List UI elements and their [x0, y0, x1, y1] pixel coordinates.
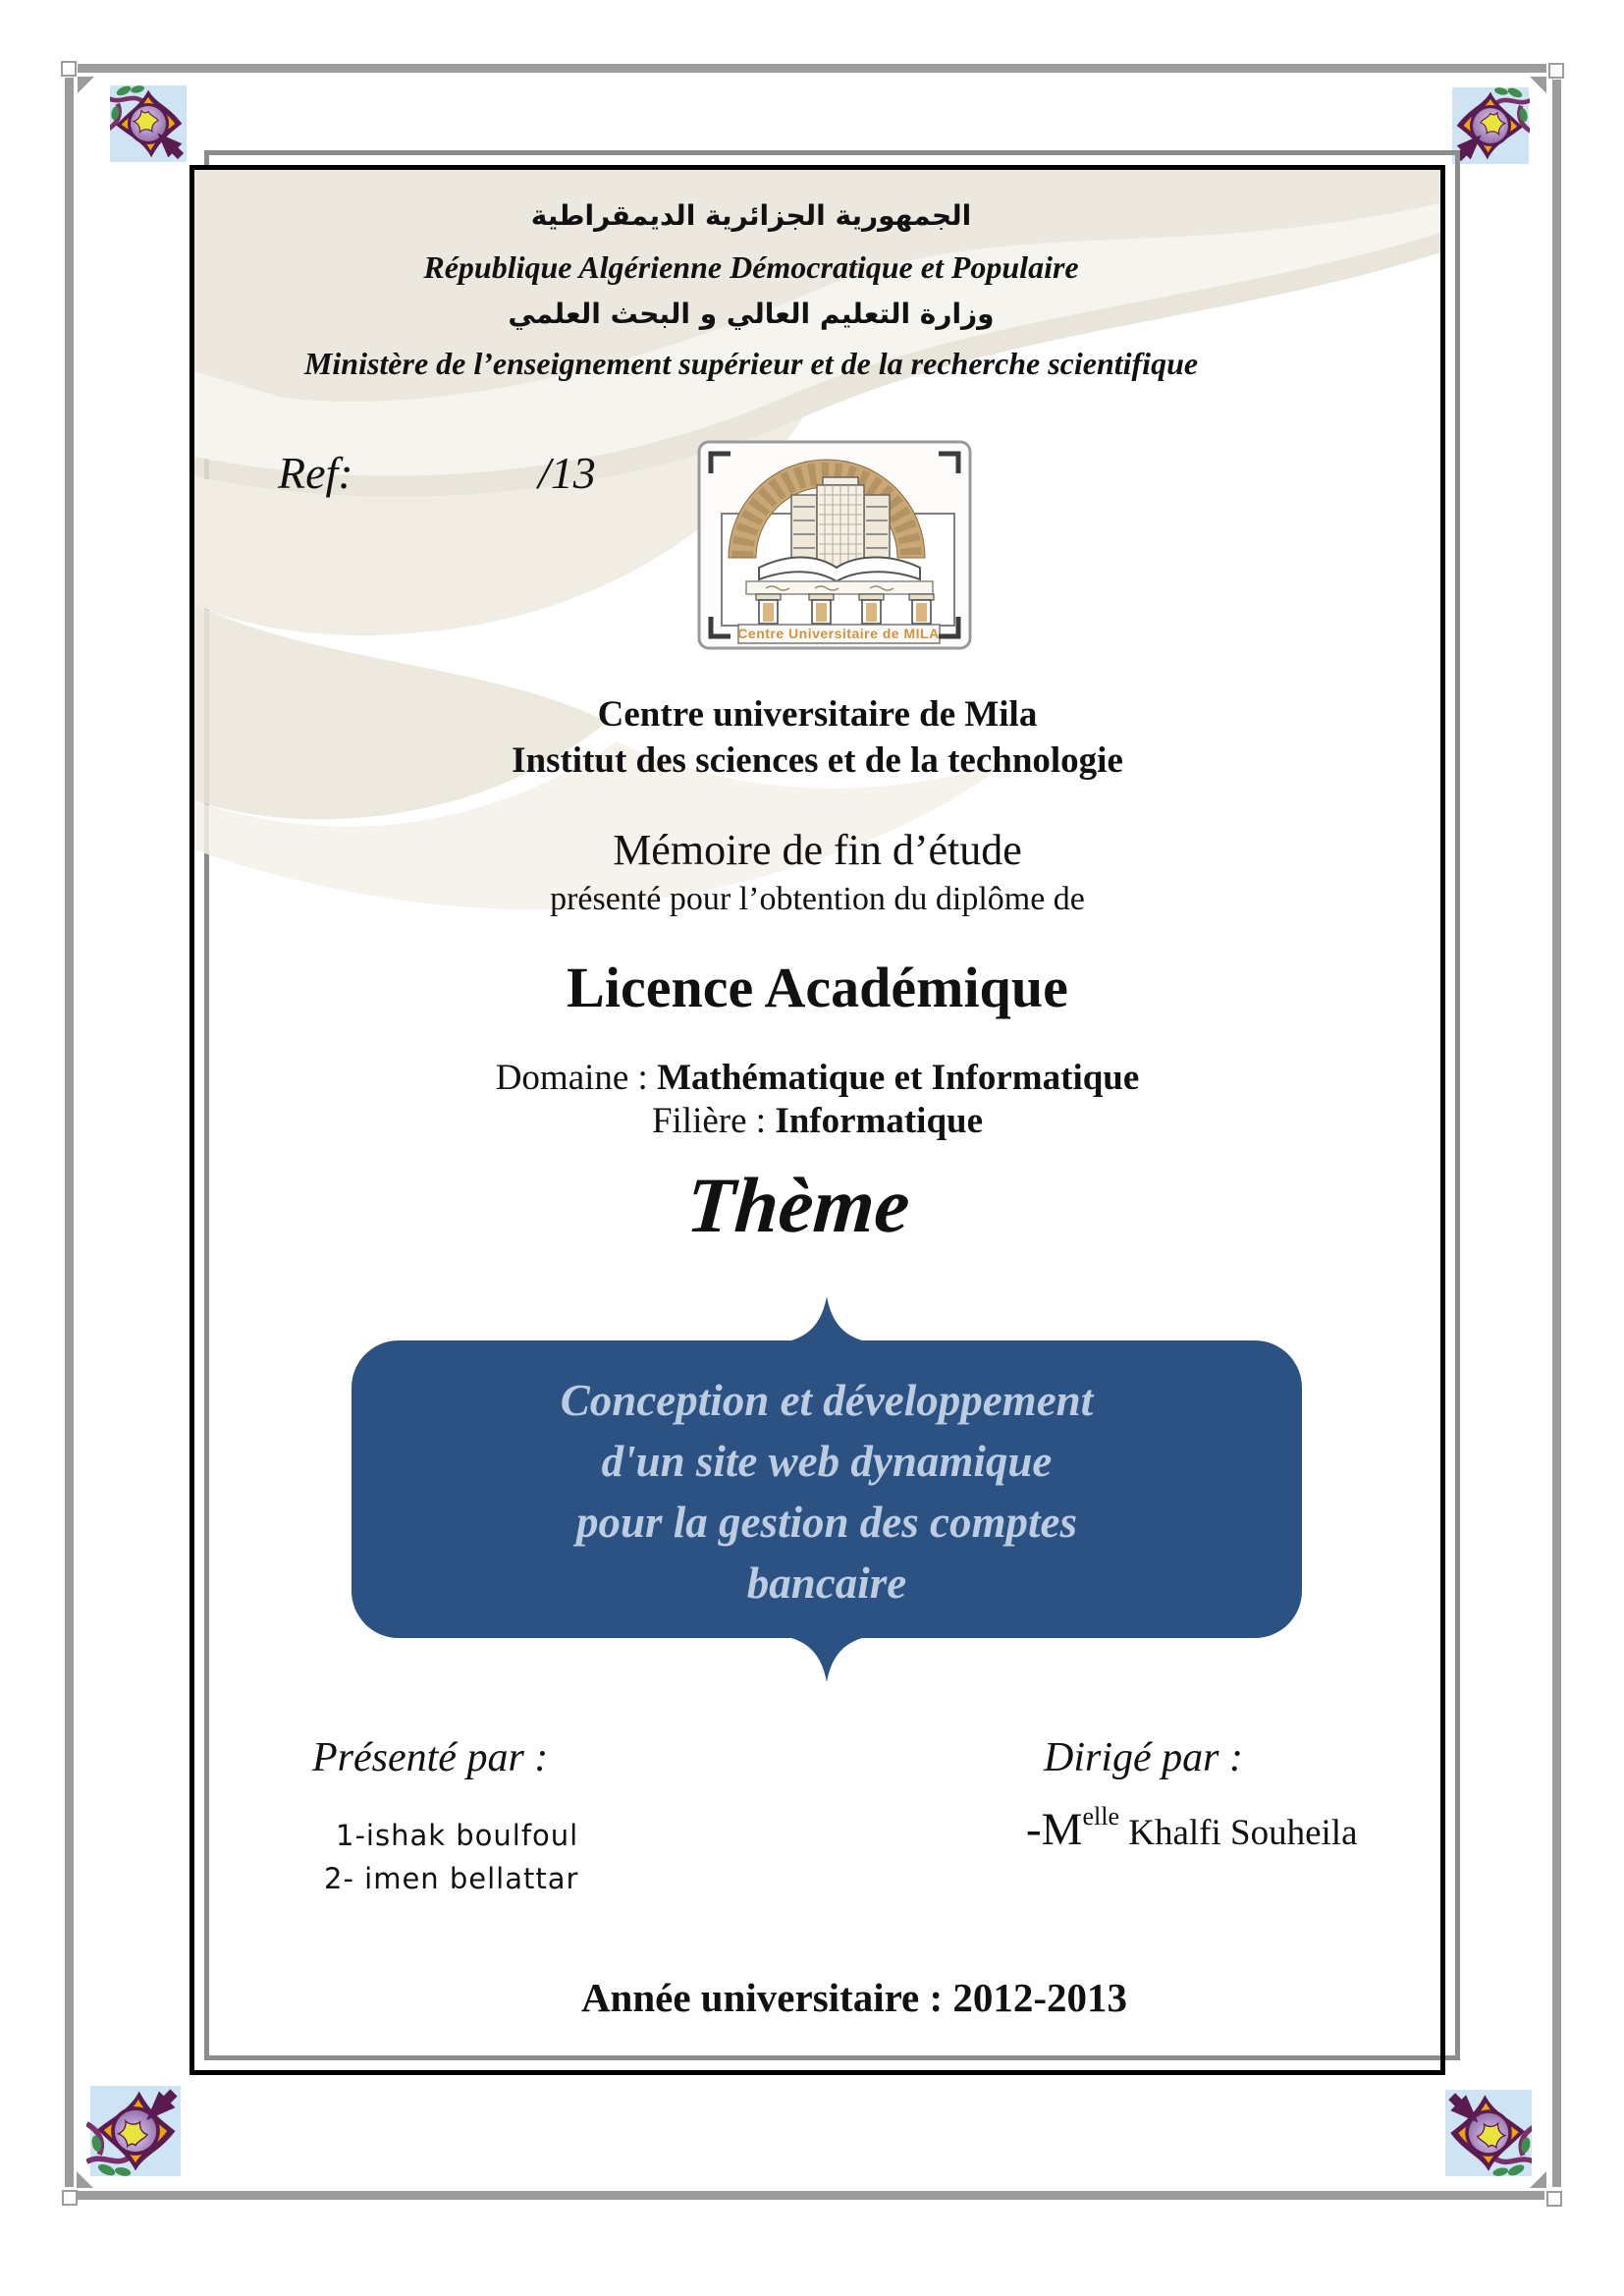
corner-triangle-top-left: [78, 77, 95, 94]
institution-line-2: Institut des sciences et de la technologie: [512, 740, 1123, 781]
arabic-line-2: وزارة التعليم العالي و البحث العلمي: [508, 298, 995, 330]
ref-label: Ref:: [278, 448, 353, 498]
theme-box: [352, 1340, 1302, 1638]
border-handle-top-left: [61, 61, 77, 77]
theme-title-line-1: Conception et développement: [560, 1376, 1094, 1425]
supervisor-name: [1026, 1803, 1358, 1856]
border-handle-bottom-right: [1546, 2191, 1562, 2207]
flower-ornament-bottom-right: [1445, 2089, 1532, 2177]
institution-line-1: Centre universitaire de Mila: [597, 694, 1038, 735]
page-border-top: [78, 64, 1546, 73]
theme-heading: Thème: [683, 1163, 913, 1249]
field-value: Informatique: [775, 1101, 984, 1141]
theme-box-top-spike: [787, 1296, 866, 1341]
page-border-bottom: [78, 2191, 1544, 2200]
field-line: [189, 1100, 1445, 1142]
supervisor-title-sup: elle: [1082, 1802, 1119, 1831]
ref-number: /13: [538, 448, 596, 498]
domain-label: Domaine :: [495, 1058, 658, 1098]
page-border-right: [1552, 80, 1561, 2187]
theme-title-line-4: bancaire: [746, 1558, 907, 1608]
logo-caption: Centre Universitaire de MILA: [737, 626, 940, 641]
student-name-1: 1-ishak boulfoul: [336, 1819, 579, 1852]
ministry-line: Ministère de l’enseignement supérieur et de la recherche scientifique: [303, 346, 1199, 381]
corner-triangle-top-right: [1529, 77, 1546, 94]
flower-ornament-bottom-left: [86, 2086, 185, 2176]
theme-box-bottom-spike: [787, 1637, 866, 1682]
flower-ornament-top-left: [110, 85, 187, 162]
flower-ornament-top-right: [1451, 87, 1530, 164]
supervisor-title-prefix: -M: [1026, 1804, 1083, 1855]
university-logo: [697, 440, 972, 650]
academic-year: Année universitaire : 2012-2013: [580, 1975, 1128, 2020]
arabic-line-1: الجمهورية الجزائرية الديمقراطية: [530, 199, 972, 232]
theme-title-line-3: pour la gestion des comptes: [575, 1498, 1077, 1547]
student-name-2: 2- imen bellattar: [324, 1862, 579, 1895]
border-handle-top-right: [1548, 63, 1564, 79]
border-handle-bottom-left: [62, 2190, 78, 2206]
domain-value: Mathématique et Informatique: [657, 1058, 1140, 1098]
presented-by-label: Présenté par :: [312, 1735, 549, 1780]
page-border-left: [65, 78, 74, 2187]
domain-line: [189, 1057, 1445, 1099]
directed-by-label: Dirigé par :: [1044, 1735, 1243, 1780]
memoir-title: Mémoire de fin d’étude: [613, 826, 1022, 874]
field-label: Filière :: [651, 1101, 776, 1141]
memoir-subtitle: présenté pour l’obtention du diplôme de: [550, 881, 1085, 917]
republic-line: République Algérienne Démocratique et Populaire: [423, 249, 1079, 285]
degree-title: Licence Académique: [567, 956, 1068, 1019]
theme-title-line-2: d'un site web dynamique: [601, 1437, 1053, 1486]
supervisor-fullname: Khalfi Souheila: [1128, 1813, 1358, 1853]
